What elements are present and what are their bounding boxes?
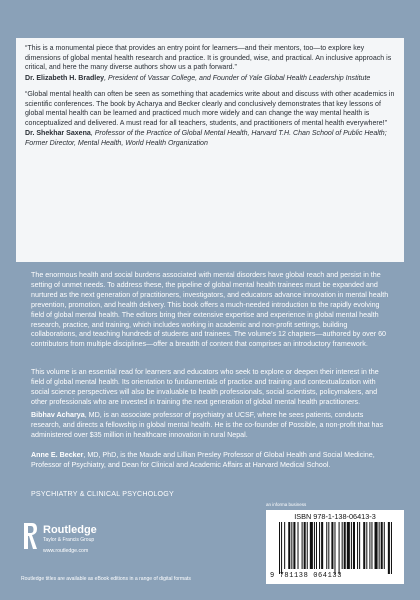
barcode-bar <box>302 522 303 569</box>
endorsements-panel <box>16 38 404 262</box>
barcode-bar <box>366 522 367 569</box>
barcode-bar <box>391 522 392 574</box>
barcode-bar <box>314 522 315 569</box>
barcode-bar <box>307 522 308 569</box>
publisher-logo <box>21 520 171 570</box>
informa-tagline: an informa business <box>266 502 307 507</box>
description-paragraph: This volume is an essential read for learners and educators who seek to explore or deepen their interest in the field of global mental health. Its orientation to fundamentals of practice and training and contextualization with social science perspectives will also be invaluable to health professionals, social scientists, policymakers, and other professionals who are invested in training the next generation of global mental health practitioners. <box>31 368 379 406</box>
barcode-bar <box>288 522 290 569</box>
barcode-bar <box>279 522 280 574</box>
quote-attribution <box>25 129 395 148</box>
barcode-bar <box>334 522 335 574</box>
barcode-bar <box>379 522 380 569</box>
barcode-bar <box>284 522 285 569</box>
barcode-bar <box>384 522 385 569</box>
barcode-bar <box>293 522 295 569</box>
barcode-bar <box>369 522 370 569</box>
quote-attribution <box>25 74 395 84</box>
author-name: Anne E. Becker <box>31 451 84 459</box>
description-paragraph: The enormous health and social burdens associated with mental disorders have global reach and persist in the setting of unmet needs. To address these, the pipeline of global mental health trainees must be expanded and nurtured as the next generation of practitioners, investigators, and educators advance innovation in mental health prevention, promotion, and health delivery. This book offers a much-needed introduction to the rapidly evolving field of global mental health. The editors bring their extensive expertise and experience in global mental health research, practice, and training, which includes working in academic and non-profit settings, building collaborations, and teaching hundreds of students and trainees. The volume’s 12 chapters—authored by over 60 contributors from multiple disciplines—offer a breadth of content that comprises an introductory framework. <box>31 271 389 349</box>
barcode-bar <box>328 522 329 569</box>
quote-text: “This is a monumental piece that provides an entry point for learners—and their mentors, too—to explore key dimensions of global mental health research and practice. It is grounded, wise, and practical. An inclusive approach is critical, and here the many diverse authors show us a path forward.” <box>25 45 392 72</box>
barcode-bar <box>342 522 343 569</box>
barcode-bar <box>359 522 360 569</box>
barcode-bar <box>331 522 333 569</box>
barcode-bar <box>291 522 292 569</box>
isbn-label: ISBN 978-1-138-06413-3 <box>294 512 376 521</box>
author-bio <box>31 411 393 441</box>
quote-author: Dr. Elizabeth H. Bradley <box>25 74 105 82</box>
ebook-note: Routledge titles are available as eBook editions in a range of digital formats <box>21 576 191 582</box>
barcode-bar <box>326 522 327 569</box>
barcode-bar <box>347 522 350 569</box>
barcode-bar <box>388 522 390 574</box>
barcode-digits: 9 781138 064133 <box>270 572 343 580</box>
barcode-bar <box>339 522 340 574</box>
author-bio-text: , MD, PhD, is the Maude and Lillian Presley Professor of Global Health and Social Medicine, Professor of Psychiatry, and Dean for Clinical and Academic Affairs at Harvard Medical School. <box>31 451 375 469</box>
barcode-bar <box>321 522 323 569</box>
barcode-bar <box>310 522 313 569</box>
barcode-bar <box>375 522 378 569</box>
publisher-url: www.routledge.com <box>43 548 89 554</box>
barcode-bar <box>353 522 355 569</box>
barcode-bar <box>304 522 306 569</box>
author-bio-text: , MD, is an associate professor of psychiatry at UCSF, where he sees patients, conducts research, and directs a fellowship in global mental health. He is the co-founder of Possible, a non-profit that has administered over $35 million in healthcare innovation in rural Nepal. <box>31 411 384 439</box>
quote-author-role: , President of Vassar College, and Founder of Yale Global Health Leadership Institute <box>104 74 371 82</box>
quote-text: “Global mental health can often be seen as something that academics write about and discuss with other academics in scientific conferences. The book by Acharya and Becker clearly and conclusively demonstrates that key lessons of global mental health can be learned and practiced much more widely and can change the way mental health is conceptualized and delivered. A must read for all teachers, students, and practitioners of mental health everywhere!” <box>25 91 395 127</box>
barcode-bar <box>357 522 358 569</box>
barcode-bars <box>279 522 393 574</box>
barcode-bar <box>316 522 317 569</box>
barcode-bar <box>381 522 383 569</box>
subject-category: PSYCHIATRY & CLINICAL PSYCHOLOGY <box>31 490 174 498</box>
barcode-bar <box>319 522 320 569</box>
routledge-logo-icon <box>21 521 39 551</box>
barcode-bar <box>344 522 346 569</box>
author-bio <box>31 451 393 471</box>
publisher-tagline: Taylor & Francis Group <box>43 537 95 543</box>
barcode-bar <box>351 522 352 569</box>
author-name: Bibhav Acharya <box>31 411 85 419</box>
barcode-box <box>266 510 404 584</box>
publisher-name: Routledge <box>43 524 97 536</box>
barcode-bar <box>297 522 298 569</box>
barcode-bar <box>363 522 365 569</box>
quote-author-role: , Professor of the Practice of Global Mental Health, Harvard T.H. Chan School of Public Health; Former Director, Mental Health, World Health Organization <box>25 130 387 147</box>
barcode-bar <box>371 522 372 569</box>
quote-author: Dr. Shekhar Saxena <box>25 130 91 138</box>
barcode-area <box>266 502 404 584</box>
barcode-bar <box>281 522 282 574</box>
